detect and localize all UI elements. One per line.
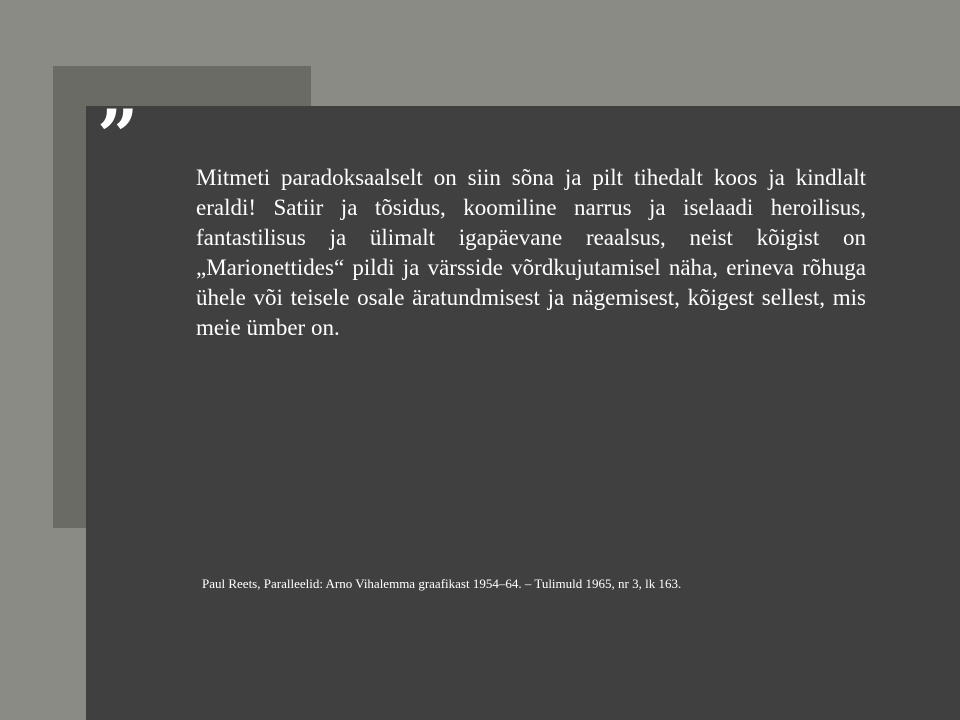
- quotation-mark-icon: ”: [97, 93, 139, 178]
- citation-text: Paul Reets, Paralleelid: Arno Vihalemma graafikast 1954–64. – Tulimuld 1965, nr 3, lk 163.: [202, 576, 682, 591]
- quote-text: Mitmeti paradoksaalselt on siin sõna ja pilt tihedalt koos ja kindlalt eraldi! Satiir ja tõsidus, koomiline narrus ja iselaadi heroilisus, fantastilisus ja ülimalt igapäevane reaalsus, neist kõigist on „Marionettides“ pildi ja värsside võrdkujutamisel näha, erineva rõhuga ühele või teisele osale äratundmisest ja nägemisest, kõigest sellest, mis meie ümber on.: [196, 165, 866, 340]
